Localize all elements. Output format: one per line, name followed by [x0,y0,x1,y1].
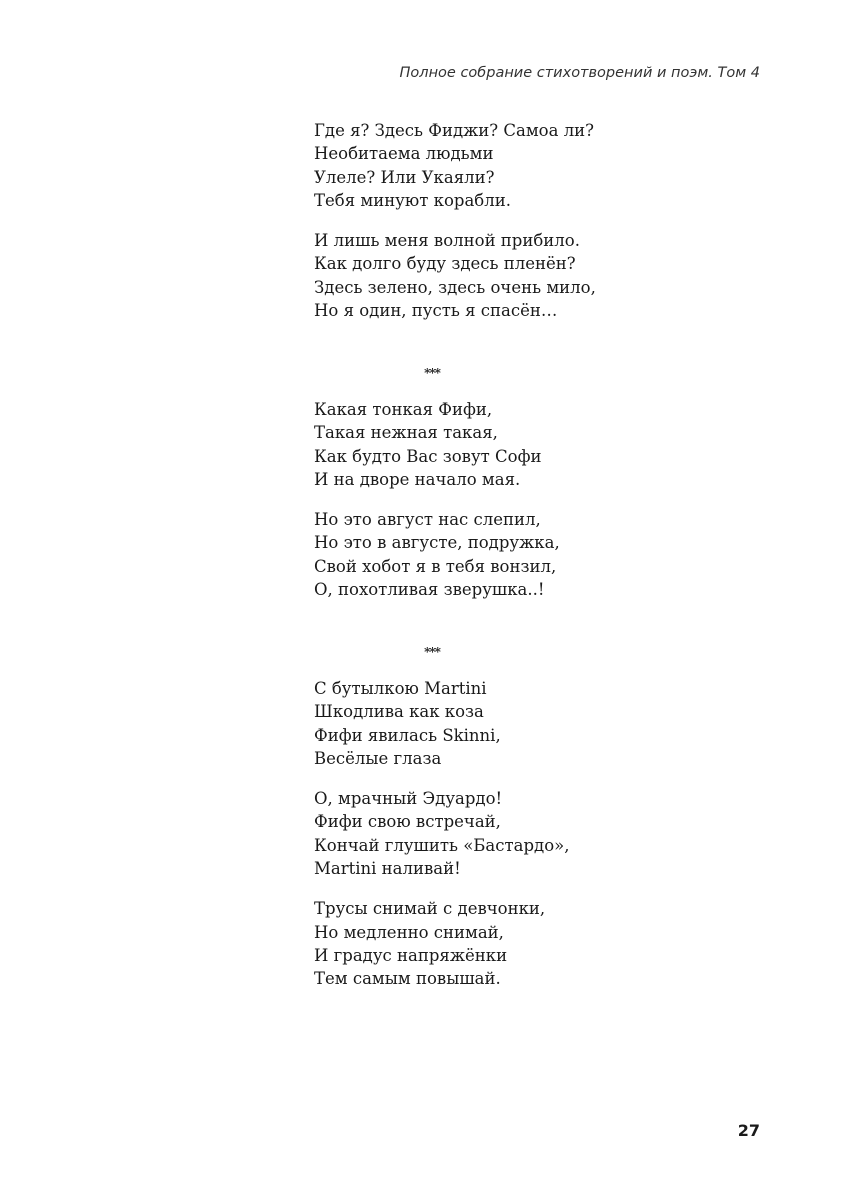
verse-line: Кончай глушить «Бастардо», [314,835,570,855]
verse-line: Такая нежная такая, [314,423,498,443]
verse-line: Какая тонкая Фифи, [314,400,493,419]
poem-3-stanza-3 [314,897,654,990]
verse-line: Как будто Вас зовут Софи [314,446,542,466]
verse-line: Но я один, пусть я спасён… [314,301,558,321]
verse-line: Шкодлива как коза [314,702,484,722]
verse-line: О, мрачный Эдуардо! [314,789,503,809]
verse-line: И лишь меня волной прибило. [314,231,580,251]
verse-line: Фифи явилась Skinni, [314,725,501,745]
poem-2-stanza-2 [314,508,654,601]
verse-line: Но это в августе, подружка, [314,533,560,553]
poem-3-stanza-2 [314,787,654,880]
poem-2 [314,398,654,618]
verse-line: Трусы снимай с девчонки, [314,899,546,919]
verse-line: Здесь зелено, здесь очень мило, [314,277,596,297]
section-separator: *** [424,645,440,659]
verse-line: И на дворе начало мая. [314,469,521,489]
poem-3 [314,677,654,1008]
verse-line: Свой хобот я в тебя вонзил, [314,556,557,576]
verse-line: Как долго буду здесь пленён? [314,254,576,274]
poem-1 [314,119,654,339]
verse-line: Фифи свою встречай, [314,812,501,832]
verse-line: Тебя минуют корабли. [314,190,511,210]
section-separator: *** [424,366,440,380]
verse-line: Тем самым повышай. [314,969,501,989]
verse-line: С бутылкою Martini [314,679,487,698]
verse-line: Где я? Здесь Фиджи? Самоа ли? [314,121,595,140]
verse-line: Улеле? Или Укаяли? [314,167,495,187]
poem-2-stanza-1 [314,398,654,491]
poem-3-stanza-1 [314,677,654,770]
verse-line: Но медленно снимай, [314,922,504,942]
running-head-title: Полное собрание стихотворений и поэм. Том 4 [399,65,760,81]
poem-1-stanza-2 [314,229,654,322]
verse-line: И градус напряжёнки [314,945,508,965]
verse-line: Martini наливай! [314,859,461,879]
verse-line: Весёлые глаза [314,748,442,768]
poem-1-stanza-1 [314,119,654,212]
page-number: 27 [737,1121,760,1140]
verse-line: О, похотливая зверушка..! [314,580,545,600]
verse-line: Необитаема людьми [314,144,494,164]
verse-line: Но это август нас слепил, [314,510,541,530]
